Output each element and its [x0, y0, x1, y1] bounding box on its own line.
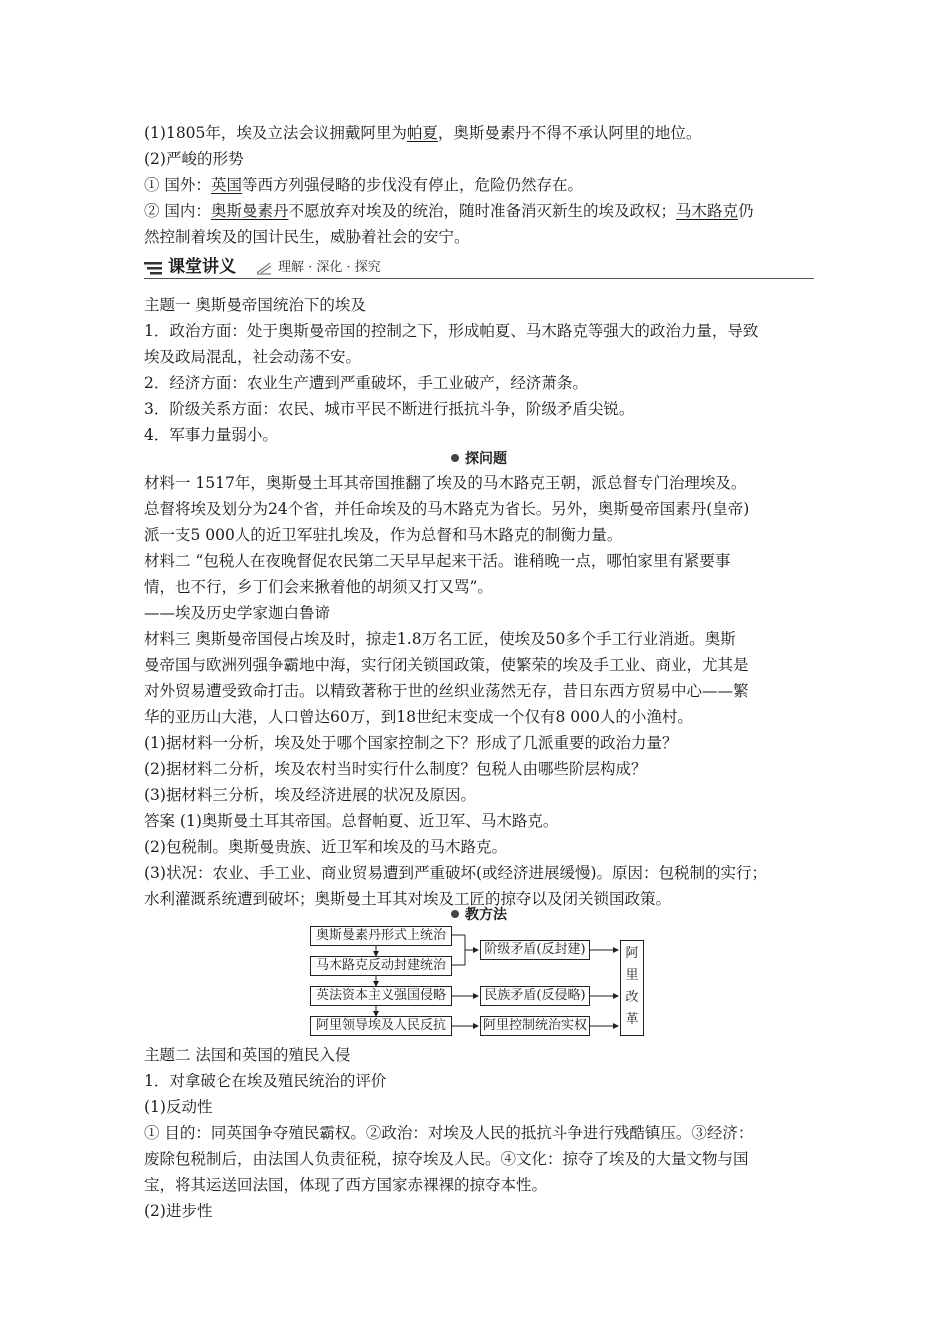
material2-b: 情，也不行，乡丁们会来揪着他的胡须又打又骂”。 — [144, 578, 493, 596]
material3-c: 对外贸易遭受致命打击。以精致著称于世的丝织业荡然无存，昔日东西方贸易中心——繁 — [144, 682, 749, 700]
topic1-heading: 主题一 奥斯曼帝国统治下的埃及 — [144, 296, 366, 314]
reform-char: 阿 — [625, 946, 639, 961]
explore-heading — [144, 446, 814, 472]
material1-a: 材料一 1517年，奥斯曼土耳其帝国推翻了埃及的马木路克王朝，派总督专门治理埃及。 — [144, 474, 747, 492]
flow-diagram — [300, 926, 650, 1036]
topic2-p4: (2)进步性 — [144, 1202, 213, 1220]
answer-3b: 水利灌溉系统遭到破坏；奥斯曼土耳其对埃及工匠的掠夺以及闭关锁国政策。 — [144, 890, 672, 908]
text: 仍 — [737, 202, 754, 220]
intro-line-2: (2)严峻的形势 — [144, 150, 244, 168]
topic2-heading: 主题二 法国和英国的殖民入侵 — [144, 1046, 351, 1064]
bullet-icon — [451, 910, 459, 918]
topic1-p1a: 1．政治方面：处于奥斯曼帝国的控制之下，形成帕夏、马木路克等强大的政治力量，导致 — [144, 322, 759, 340]
topic1-p4: 4．军事力量弱小。 — [144, 426, 278, 444]
method-heading — [144, 902, 814, 928]
text: ① 国外： — [144, 176, 211, 194]
intro-line-1 — [144, 120, 814, 146]
topic2-p1: 1．对拿破仑在埃及殖民统治的评价 — [144, 1072, 387, 1090]
stripes-icon — [144, 261, 164, 277]
bullet-icon — [451, 454, 459, 462]
topic2-p3c: 宝，将其运送回法国，体现了西方国家赤裸裸的掠夺本性。 — [144, 1176, 548, 1194]
question-2: (2)据材料二分析，埃及农村当时实行什么制度？包税人由哪些阶层构成？ — [144, 760, 647, 778]
intro-line-3 — [144, 172, 814, 198]
material1-b: 总督将埃及划分为24个省，并任命埃及的马木路克为省长。另外，奥斯曼帝国素丹(皇帝) — [144, 500, 750, 518]
topic1-p3: 3．阶级关系方面：农民、城市平民不断进行抵抗斗争，阶级矛盾尖锐。 — [144, 400, 635, 418]
method-heading-text: 教方法 — [465, 907, 507, 923]
topic2-p2: (1)反动性 — [144, 1098, 213, 1116]
question-3: (3)据材料三分析，埃及经济进展的状况及原因。 — [144, 786, 476, 804]
text: 不愿放弃对埃及的统治，随时准备消灭新生的埃及政权； — [288, 202, 676, 220]
flow-box-ali-control: 阿里控制统治实权 — [480, 1016, 590, 1036]
flow-box-sultan: 奥斯曼素丹形式上统治 — [310, 926, 452, 946]
small-stripes-icon — [256, 261, 272, 275]
question-1: (1)据材料一分析，埃及处于哪个国家控制之下？形成了几派重要的政治力量？ — [144, 734, 678, 752]
material1-c: 派一支5 000人的近卫军驻扎埃及，作为总督和马木路克的制衡力量。 — [144, 526, 623, 544]
text: 等西方列强侵略的步伐没有停止，危险仍然存在。 — [241, 176, 583, 194]
section-subtitle: 理解 · 深化 · 探究 — [278, 260, 381, 275]
answer-2: (2)包税制。奥斯曼贵族、近卫军和埃及的马木路克。 — [144, 838, 507, 856]
flow-box-mamluk: 马木路克反动封建统治 — [310, 956, 452, 976]
underlined-term: 马木路克 — [675, 202, 738, 220]
text: ，奥斯曼素丹不得不承认阿里的地位。 — [437, 124, 702, 142]
explore-heading-text: 探问题 — [465, 451, 507, 467]
topic1-p1b: 埃及政局混乱，社会动荡不安。 — [144, 348, 362, 366]
flow-box-class-conflict: 阶级矛盾(反封建) — [480, 940, 590, 960]
reform-char: 革 — [625, 1012, 639, 1027]
flow-box-ali-reform — [620, 940, 644, 1036]
answer-3a: (3)状况：农业、手工业、商业贸易遭到严重破坏(或经济进展缓慢)。原因：包税制的实行； — [144, 864, 768, 882]
intro-line-4 — [144, 198, 814, 224]
underlined-term: 帕夏 — [406, 124, 438, 142]
material3-a: 材料三 奥斯曼帝国侵占埃及时，掠走1.8万名工匠，使埃及50多个手工行业消逝。奥斯 — [144, 630, 736, 648]
section-header — [144, 257, 814, 279]
section-title: 课堂讲义 — [168, 257, 236, 277]
intro-line-5: 然控制着埃及的国计民生，威胁着社会的安宁。 — [144, 228, 470, 246]
underlined-term: 英国 — [210, 176, 242, 194]
flow-box-national-conflict: 民族矛盾(反侵略) — [480, 986, 590, 1006]
material3-b: 曼帝国与欧洲列强争霸地中海，实行闭关锁国政策，使繁荣的埃及手工业、商业，尤其是 — [144, 656, 749, 674]
underlined-term: 奥斯曼素丹 — [210, 202, 289, 220]
topic1-p2: 2．经济方面：农业生产遭到严重破坏，手工业破产，经济萧条。 — [144, 374, 588, 392]
flow-box-anglo-french: 英法资本主义强国侵略 — [310, 986, 452, 1006]
topic2-p3b: 废除包税制后，由法国人负责征税，掠夺埃及人民。④文化：掠夺了埃及的大量文物与国 — [144, 1150, 749, 1168]
material2-source: ——埃及历史学家迦白鲁谛 — [144, 604, 331, 622]
flow-box-ali-resistance: 阿里领导埃及人民反抗 — [310, 1016, 452, 1036]
section-rule — [144, 278, 814, 279]
answer-1: 答案 (1)奥斯曼土耳其帝国。总督帕夏、近卫军、马木路克。 — [144, 812, 559, 830]
material3-d: 华的亚历山大港，人口曾达60万，到18世纪末变成一个仅有8 000人的小渔村。 — [144, 708, 693, 726]
reform-char: 改 — [625, 990, 639, 1005]
topic2-p3a: ① 目的：同英国争夺殖民霸权。②政治：对埃及人民的抵抗斗争进行残酷镇压。③经济： — [144, 1124, 754, 1142]
text: ② 国内： — [144, 202, 211, 220]
material2-a: 材料二 “包税人在夜晚督促农民第二天早早起来干活。谁稍晚一点，哪怕家里有紧要事 — [144, 552, 731, 570]
text: (1)1805年，埃及立法会议拥戴阿里为 — [144, 124, 407, 142]
reform-char: 里 — [625, 968, 639, 983]
